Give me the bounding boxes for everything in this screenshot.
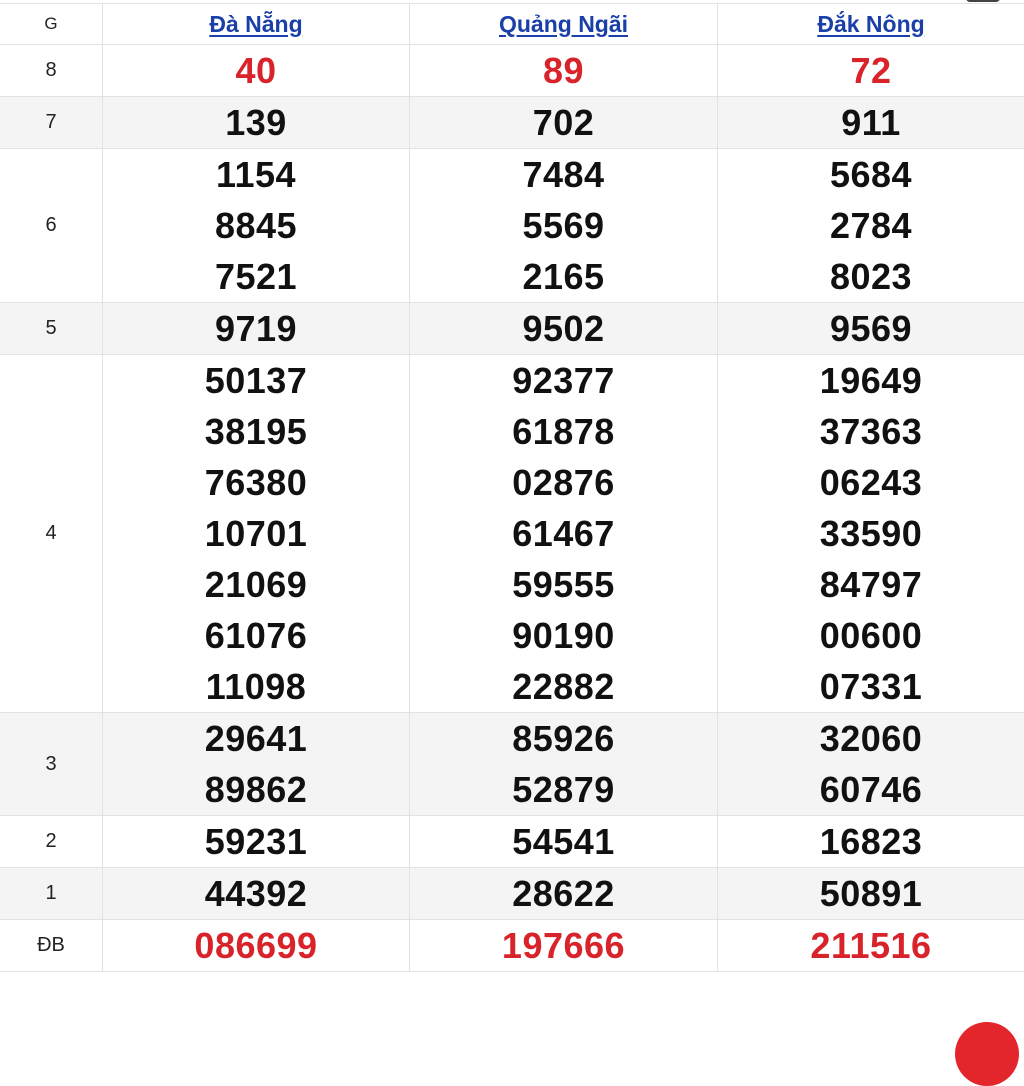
result-number: 61467: [410, 508, 717, 559]
result-number: 5569: [410, 200, 717, 251]
floating-action-button[interactable]: [955, 1022, 1019, 1086]
result-number: 89: [410, 45, 717, 96]
result-number: 7521: [103, 251, 409, 302]
result-cell: [103, 97, 410, 149]
result-number: 00600: [718, 610, 1024, 661]
table-row: [0, 303, 1024, 355]
result-number: 11098: [103, 661, 409, 712]
result-cell: [718, 816, 1024, 868]
result-number: 92377: [410, 355, 717, 406]
prize-label: 4: [0, 355, 103, 713]
table-row: [0, 920, 1024, 972]
prize-column-header: G: [0, 4, 103, 45]
result-cell: [410, 97, 718, 149]
result-cell: [718, 868, 1024, 920]
table-row: [0, 713, 1024, 816]
table-row: [0, 355, 1024, 713]
result-number: 911: [718, 97, 1024, 148]
result-number: 2165: [410, 251, 717, 302]
result-number: 06243: [718, 457, 1024, 508]
result-number: 33590: [718, 508, 1024, 559]
result-cell: [718, 149, 1024, 303]
result-cell: [410, 713, 718, 816]
result-number: 50137: [103, 355, 409, 406]
result-number: 29641: [103, 713, 409, 764]
result-cell: [718, 920, 1024, 972]
result-cell: [410, 45, 718, 97]
result-number: 76380: [103, 457, 409, 508]
prize-label: 5: [0, 303, 103, 355]
result-cell: [103, 149, 410, 303]
result-cell: [103, 45, 410, 97]
result-number: 9719: [103, 303, 409, 354]
result-cell: [410, 149, 718, 303]
result-number: 38195: [103, 406, 409, 457]
result-cell: [718, 303, 1024, 355]
result-number: 10701: [103, 508, 409, 559]
result-number: 60746: [718, 764, 1024, 815]
result-number: 7484: [410, 149, 717, 200]
table-row: [0, 868, 1024, 920]
result-number: 59555: [410, 559, 717, 610]
result-number: 16823: [718, 816, 1024, 867]
province-header: [103, 4, 410, 45]
result-number: 52879: [410, 764, 717, 815]
result-cell: [410, 920, 718, 972]
result-number: 37363: [718, 406, 1024, 457]
prize-label: 3: [0, 713, 103, 816]
result-cell: [410, 868, 718, 920]
result-cell: [410, 303, 718, 355]
result-cell: [103, 868, 410, 920]
result-cell: [718, 45, 1024, 97]
result-number: 197666: [410, 920, 717, 971]
results-body: [0, 45, 1024, 972]
result-number: 211516: [718, 920, 1024, 971]
province-link-da-nang[interactable]: Đà Nẵng: [209, 11, 302, 37]
result-number: 89862: [103, 764, 409, 815]
top-overflow-control: [966, 0, 1000, 2]
result-number: 22882: [410, 661, 717, 712]
prize-label: 7: [0, 97, 103, 149]
prize-label: 6: [0, 149, 103, 303]
result-cell: [103, 920, 410, 972]
table-header-row: [0, 4, 1024, 45]
result-number: 086699: [103, 920, 409, 971]
result-cell: [103, 713, 410, 816]
result-number: 19649: [718, 355, 1024, 406]
result-number: 44392: [103, 868, 409, 919]
result-cell: [718, 97, 1024, 149]
result-cell: [410, 816, 718, 868]
result-number: 9569: [718, 303, 1024, 354]
result-number: 07331: [718, 661, 1024, 712]
result-cell: [103, 816, 410, 868]
result-number: 50891: [718, 868, 1024, 919]
province-header: [410, 4, 718, 45]
result-number: 139: [103, 97, 409, 148]
result-cell: [410, 355, 718, 713]
result-number: 90190: [410, 610, 717, 661]
prize-label: ĐB: [0, 920, 103, 972]
result-number: 59231: [103, 816, 409, 867]
result-number: 85926: [410, 713, 717, 764]
result-number: 54541: [410, 816, 717, 867]
table-row: [0, 149, 1024, 303]
table-row: [0, 45, 1024, 97]
result-number: 8023: [718, 251, 1024, 302]
result-cell: [718, 713, 1024, 816]
result-number: 21069: [103, 559, 409, 610]
result-number: 28622: [410, 868, 717, 919]
result-number: 61076: [103, 610, 409, 661]
result-cell: [718, 355, 1024, 713]
prize-label: 8: [0, 45, 103, 97]
result-number: 32060: [718, 713, 1024, 764]
result-number: 40: [103, 45, 409, 96]
result-number: 702: [410, 97, 717, 148]
result-number: 9502: [410, 303, 717, 354]
result-number: 84797: [718, 559, 1024, 610]
table-row: [0, 97, 1024, 149]
result-number: 72: [718, 45, 1024, 96]
prize-label: 1: [0, 868, 103, 920]
result-cell: [103, 355, 410, 713]
lottery-results-table: [0, 3, 1024, 972]
result-number: 61878: [410, 406, 717, 457]
table-row: [0, 816, 1024, 868]
result-number: 1154: [103, 149, 409, 200]
province-header: [718, 4, 1024, 45]
province-link-dak-nong[interactable]: Đắk Nông: [817, 11, 924, 37]
result-number: 2784: [718, 200, 1024, 251]
result-number: 5684: [718, 149, 1024, 200]
result-number: 02876: [410, 457, 717, 508]
province-link-quang-ngai[interactable]: Quảng Ngãi: [499, 11, 628, 37]
result-cell: [103, 303, 410, 355]
prize-label: 2: [0, 816, 103, 868]
result-number: 8845: [103, 200, 409, 251]
